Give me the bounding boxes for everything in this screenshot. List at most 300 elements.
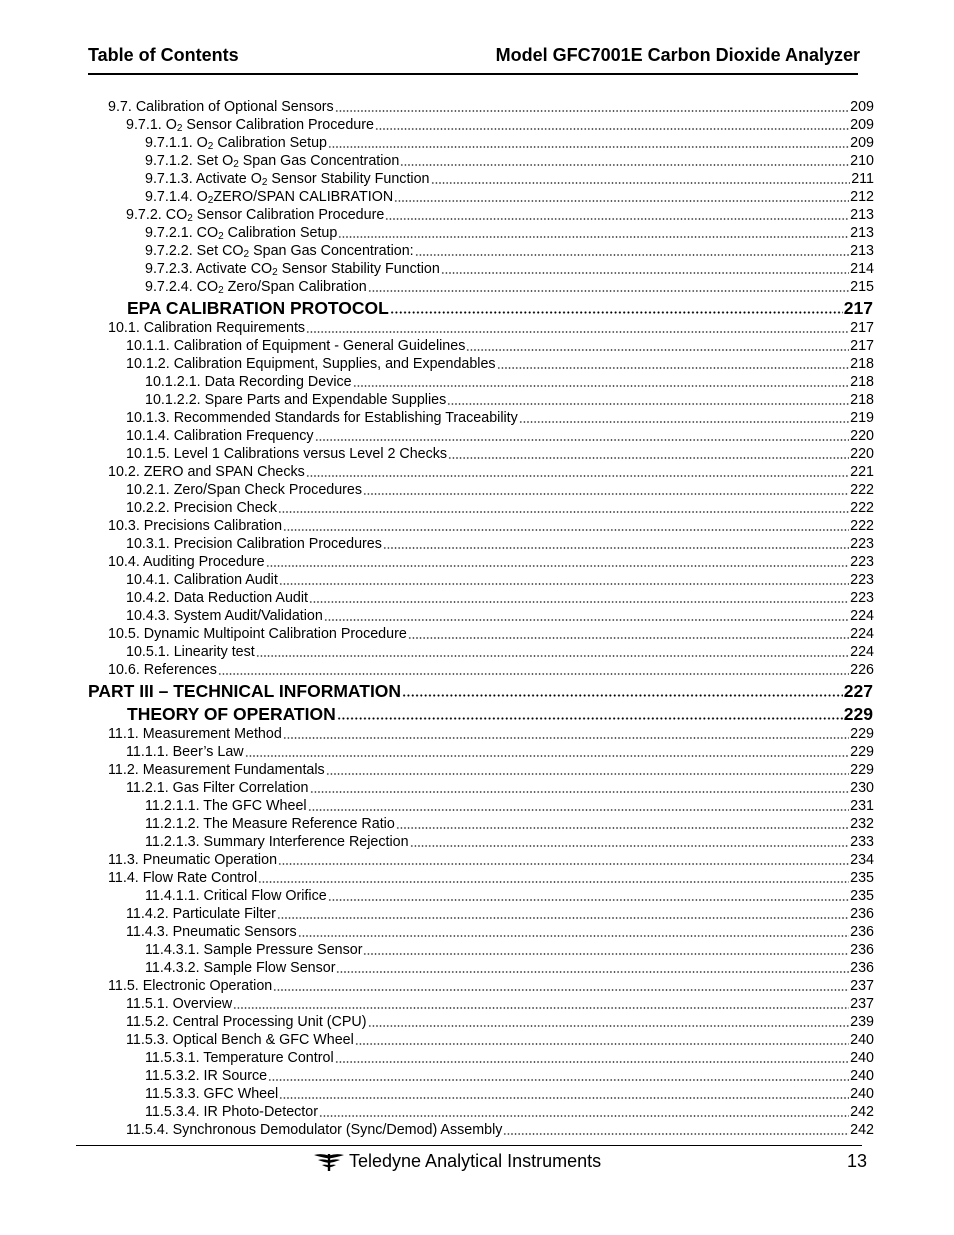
toc-page-number: 229	[843, 704, 873, 724]
toc-title-text: 9.7.1.3. Activate O	[145, 171, 262, 187]
dot-leader	[233, 1007, 849, 1009]
toc-page-number: 242	[850, 1104, 874, 1120]
toc-entry[interactable]	[0, 445, 954, 463]
toc-entry-title	[126, 1032, 354, 1049]
toc-entry-title	[145, 225, 337, 242]
dot-leader	[298, 935, 850, 937]
toc-page-number: 224	[850, 644, 874, 660]
header-section-title: Table of Contents	[88, 45, 239, 65]
toc-entry-title	[126, 644, 255, 661]
toc-entry-title	[126, 906, 276, 923]
dot-leader	[335, 110, 849, 112]
toc-entry[interactable]	[0, 409, 954, 427]
toc-title-text: 9.7.1.4. O	[145, 189, 208, 205]
toc-title-text: 2	[207, 195, 214, 206]
toc-page-number: 236	[850, 924, 874, 940]
dot-leader	[278, 863, 849, 865]
toc-title-text: 10.6. References	[108, 662, 217, 678]
toc-entry-title	[145, 279, 367, 296]
toc-entry[interactable]	[0, 607, 954, 625]
toc-page-number: 220	[850, 428, 874, 444]
toc-title-text: 10.1.1. Calibration of Equipment - General Guidelines	[126, 338, 466, 354]
toc-title-text: 11.4.3.2. Sample Flow Sensor	[145, 960, 336, 976]
dot-leader	[503, 1133, 849, 1135]
toc-title-text: 10.2.1. Zero/Span Check Procedures	[126, 482, 363, 498]
toc-entry[interactable]	[0, 643, 954, 661]
toc-title-text: 11.4.3.1. Sample Pressure Sensor	[145, 942, 363, 958]
toc-title-text: 9.7.2.4. CO	[145, 279, 219, 295]
toc-page-number: 218	[850, 374, 874, 390]
toc-title-text: 11.2.1.2. The Measure Reference Ratio	[145, 816, 395, 832]
toc-page-number: 217	[850, 338, 874, 354]
toc-entry-title	[108, 554, 265, 571]
dot-leader	[383, 547, 849, 549]
toc-page-number: 219	[850, 410, 874, 426]
toc-page-number: 236	[850, 906, 874, 922]
dot-leader	[309, 601, 849, 603]
toc-entry-title	[108, 726, 282, 743]
toc-title-text: Zero/Span Calibration	[223, 279, 367, 295]
toc-chapter-entry[interactable]	[0, 702, 954, 725]
dot-leader	[273, 989, 849, 991]
toc-entry[interactable]	[0, 761, 954, 779]
toc-entry[interactable]	[0, 1013, 954, 1031]
toc-page-number: 218	[850, 356, 874, 372]
toc-part-entry[interactable]	[0, 679, 954, 702]
toc-entry[interactable]	[0, 260, 954, 278]
toc-entry-title	[108, 870, 257, 887]
toc-entry[interactable]	[0, 797, 954, 815]
dot-leader	[385, 218, 849, 220]
toc-title-text: 10.1.2.2. Spare Parts and Expendable Supplies	[145, 392, 447, 408]
toc-title-text: 11.3. Pneumatic Operation	[108, 852, 278, 868]
toc-entry[interactable]	[0, 1031, 954, 1049]
toc-entry[interactable]	[0, 481, 954, 499]
dot-leader	[328, 899, 849, 901]
dot-leader	[390, 311, 843, 314]
toc-entry-title	[126, 500, 277, 517]
toc-title-text: Sensor Stability Function	[277, 261, 440, 277]
toc-title-text: 10.1. Calibration Requirements	[108, 320, 306, 336]
toc-page-number: 227	[843, 681, 873, 701]
footer-company-name: Teledyne Analytical Instruments	[349, 1151, 602, 1171]
dot-leader	[363, 953, 849, 955]
toc-entry-title	[126, 428, 314, 445]
toc-page-number: 215	[850, 279, 874, 295]
header-divider	[88, 73, 858, 75]
toc-entry-title	[145, 171, 430, 188]
toc-entry[interactable]	[0, 242, 954, 260]
teledyne-logo-icon	[312, 1152, 346, 1172]
toc-entry[interactable]	[0, 625, 954, 643]
toc-title-text: 10.5. Dynamic Multipoint Calibration Procedure	[108, 626, 407, 642]
dot-leader	[268, 1079, 849, 1081]
toc-title-text: 2	[272, 267, 278, 278]
toc-title-text: 10.4. Auditing Procedure	[108, 554, 265, 570]
dot-leader	[447, 403, 849, 405]
toc-entry[interactable]	[0, 337, 954, 355]
toc-entry-title	[126, 1122, 502, 1139]
toc-page-number: 237	[850, 996, 874, 1012]
dot-leader	[256, 655, 849, 657]
toc-page-number: 232	[850, 816, 874, 832]
toc-title-text: THEORY OF OPERATION	[127, 704, 336, 724]
toc-title-text: 2	[261, 177, 268, 188]
toc-title-text: 9.7.2.1. CO	[145, 225, 219, 241]
toc-page-number: 223	[850, 590, 874, 606]
page-header	[88, 44, 860, 68]
toc-title-text: 10.1.2. Calibration Equipment, Supplies, and Expendables	[126, 356, 496, 372]
toc-entry[interactable]	[0, 779, 954, 797]
dot-leader	[277, 917, 849, 919]
dot-leader	[441, 272, 849, 274]
toc-page-number: 212	[850, 189, 874, 205]
dot-leader	[402, 694, 843, 697]
toc-entry-title	[108, 320, 305, 337]
toc-entry[interactable]	[0, 869, 954, 887]
toc-page-number: 224	[850, 626, 874, 642]
toc-entry[interactable]	[0, 1085, 954, 1103]
toc-entry-title	[108, 662, 217, 679]
dot-leader	[415, 254, 850, 256]
toc-title-text: Span Gas Concentration	[238, 153, 400, 169]
toc-entry-title	[145, 1050, 334, 1067]
toc-title-text: 11.5.3. Optical Bench & GFC Wheel	[126, 1032, 354, 1048]
toc-title-text: 11.1.1. Beer’s Law	[126, 744, 244, 760]
toc-page-number: 213	[850, 225, 874, 241]
dot-leader	[394, 200, 849, 202]
toc-title-text: ZERO/SPAN CALIBRATION	[213, 189, 394, 205]
dot-leader	[368, 1025, 850, 1027]
toc-entry[interactable]	[0, 1067, 954, 1085]
toc-page-number: 230	[850, 780, 874, 796]
toc-title-text: 11.2.1.1. The GFC Wheel	[145, 798, 307, 814]
toc-title-text: 11.5.2. Central Processing Unit (CPU)	[126, 1014, 367, 1030]
toc-page-number: 218	[850, 392, 874, 408]
dot-leader	[396, 827, 849, 829]
toc-page-number: 214	[850, 261, 874, 277]
toc-entry-title	[126, 744, 244, 761]
toc-title-text: 10.3. Precisions Calibration	[108, 518, 283, 534]
toc-title-text: 2	[187, 213, 193, 224]
dot-leader	[408, 637, 849, 639]
toc-entry-title	[126, 482, 362, 499]
toc-page-number: 231	[850, 798, 874, 814]
toc-title-text: 9.7.2. CO	[126, 207, 188, 223]
toc-page-number: 223	[850, 572, 874, 588]
dot-leader	[315, 439, 850, 441]
toc-title-text: 10.1.5. Level 1 Calibrations versus Level 2 Checks	[126, 446, 448, 462]
dot-leader	[448, 457, 849, 459]
toc-page-number: 223	[850, 554, 874, 570]
toc-title-text: Sensor Calibration Procedure	[192, 207, 385, 223]
toc-title-text: 9.7.2.2. Set CO	[145, 243, 244, 259]
toc-page-number: 242	[850, 1122, 874, 1138]
dot-leader	[308, 809, 850, 811]
toc-entry[interactable]	[0, 571, 954, 589]
toc-page-number: 209	[850, 117, 874, 133]
toc-page-number: 229	[850, 726, 874, 742]
dot-leader	[258, 881, 849, 883]
toc-title-text: 11.5.3.4. IR Photo-Detector	[145, 1104, 318, 1120]
toc-title-text: 10.1.4. Calibration Frequency	[126, 428, 314, 444]
dot-leader	[319, 1115, 849, 1117]
toc-entry[interactable]	[0, 959, 954, 977]
toc-entry[interactable]	[0, 224, 954, 242]
toc-page-number: 223	[850, 536, 874, 552]
dot-leader	[375, 128, 849, 130]
toc-page-number: 226	[850, 662, 874, 678]
toc-entry[interactable]	[0, 725, 954, 743]
toc-page-number: 233	[850, 834, 874, 850]
dot-leader	[218, 673, 849, 675]
toc-title-text: 10.1.3. Recommended Standards for Establishing Traceability	[126, 410, 518, 426]
toc-title-text: 10.2.2. Precision Check	[126, 500, 277, 516]
toc-title-text: 11.4.2. Particulate Filter	[126, 906, 276, 922]
toc-entry-title	[145, 135, 327, 152]
dot-leader	[306, 475, 849, 477]
toc-title-text: EPA CALIBRATION PROTOCOL	[127, 298, 389, 318]
toc-entry[interactable]	[0, 499, 954, 517]
toc-entry-title	[108, 852, 277, 869]
toc-entry-title	[126, 117, 374, 134]
toc-page-number: 240	[850, 1068, 874, 1084]
toc-title-text: 11.4.1.1. Critical Flow Orifice	[145, 888, 327, 904]
dot-leader	[431, 182, 851, 184]
toc-entry[interactable]	[0, 427, 954, 445]
toc-entry[interactable]	[0, 319, 954, 337]
toc-entry[interactable]	[0, 373, 954, 391]
toc-entry-title	[126, 338, 465, 355]
toc-title-text: Sensor Calibration Procedure	[182, 117, 374, 133]
dot-leader	[335, 1061, 850, 1063]
toc-entry-title	[145, 834, 409, 851]
dot-leader	[283, 737, 849, 739]
toc-entry-title	[145, 1104, 318, 1121]
toc-entry[interactable]	[0, 1121, 954, 1139]
toc-page-number: 220	[850, 446, 874, 462]
toc-entry[interactable]	[0, 995, 954, 1013]
toc-title-text: 9.7.2.3. Activate CO	[145, 261, 273, 277]
toc-page-number: 235	[850, 870, 874, 886]
toc-title-text: 10.3.1. Precision Calibration Procedures	[126, 536, 382, 552]
toc-entry-title	[145, 153, 399, 170]
toc-entry[interactable]	[0, 553, 954, 571]
page-number: 13	[846, 1151, 867, 1171]
toc-entry-title	[88, 680, 401, 702]
toc-entry[interactable]	[0, 833, 954, 851]
toc-title-text: 10.5.1. Linearity test	[126, 644, 255, 660]
dot-leader	[245, 755, 850, 757]
toc-entry[interactable]	[0, 517, 954, 535]
dot-leader	[279, 583, 849, 585]
toc-page-number: 210	[850, 153, 874, 169]
dot-leader	[310, 791, 850, 793]
toc-page-number: 236	[850, 942, 874, 958]
toc-entry-title	[145, 942, 362, 959]
toc-entry-title	[126, 924, 297, 941]
toc-title-text: 9.7. Calibration of Optional Sensors	[108, 99, 334, 115]
toc-title-text: 2	[207, 141, 214, 152]
toc-entry-title	[108, 464, 305, 481]
toc-entry-title	[126, 446, 447, 463]
dot-leader	[326, 773, 849, 775]
dot-leader	[336, 971, 849, 973]
toc-entry[interactable]	[0, 815, 954, 833]
toc-entry[interactable]	[0, 206, 954, 224]
toc-entry[interactable]	[0, 743, 954, 761]
toc-entry-title	[108, 762, 325, 779]
toc-title-text: 11.5.3.1. Temperature Control	[145, 1050, 334, 1066]
toc-title-text: 9.7.1. O	[126, 117, 177, 133]
toc-entry[interactable]	[0, 188, 954, 206]
toc-entry[interactable]	[0, 851, 954, 869]
dot-leader	[337, 717, 843, 720]
toc-entry-title	[145, 392, 446, 409]
toc-entry[interactable]	[0, 1049, 954, 1067]
toc-entry-title	[126, 207, 384, 224]
dot-leader	[519, 421, 849, 423]
toc-entry-title	[145, 261, 440, 278]
toc-entry-title	[145, 1068, 267, 1085]
dot-leader	[279, 1097, 849, 1099]
toc-page-number: 221	[850, 464, 874, 480]
dot-leader	[355, 1043, 849, 1045]
toc-entry-title	[145, 374, 352, 391]
toc-title-text: 11.5.3.3. GFC Wheel	[145, 1086, 279, 1102]
toc-chapter-entry[interactable]	[0, 296, 954, 319]
toc-page-number: 209	[850, 99, 874, 115]
toc-entry[interactable]	[0, 1103, 954, 1121]
toc-page-number: 209	[850, 135, 874, 151]
dot-leader	[466, 349, 849, 351]
toc-entry-title	[126, 536, 382, 553]
toc-page-number: 213	[850, 243, 874, 259]
dot-leader	[368, 290, 849, 292]
toc-entry-title	[126, 590, 308, 607]
toc-title-text: 2	[218, 231, 224, 242]
toc-entry-title	[126, 410, 518, 427]
dot-leader	[497, 367, 850, 369]
toc-entry-title	[145, 1086, 278, 1103]
toc-entry-title	[145, 243, 414, 260]
toc-entry[interactable]	[0, 923, 954, 941]
toc-entry-title	[145, 888, 327, 905]
dot-leader	[328, 146, 849, 148]
toc-entry[interactable]	[0, 887, 954, 905]
toc-page-number: 240	[850, 1086, 874, 1102]
toc-title-text: 10.1.2.1. Data Recording Device	[145, 374, 352, 390]
toc-page-number: 217	[850, 320, 874, 336]
footer-divider	[76, 1145, 862, 1146]
toc-entry-title	[145, 816, 395, 833]
toc-title-text: 11.1. Measurement Method	[108, 726, 282, 742]
toc-page-number: 211	[851, 171, 874, 187]
table-of-contents	[0, 98, 954, 1139]
toc-page-number: 222	[850, 518, 874, 534]
dot-leader	[353, 385, 850, 387]
toc-entry[interactable]	[0, 152, 954, 170]
toc-title-text: PART III – TECHNICAL INFORMATION	[88, 681, 402, 701]
page-footer	[0, 1150, 954, 1174]
toc-entry-title	[126, 780, 309, 797]
toc-entry-title	[145, 798, 307, 815]
toc-entry[interactable]	[0, 535, 954, 553]
toc-page-number: 240	[850, 1032, 874, 1048]
toc-title-text: 2	[218, 285, 224, 296]
toc-entry[interactable]	[0, 391, 954, 409]
toc-page-number: 229	[850, 762, 874, 778]
toc-entry[interactable]	[0, 941, 954, 959]
toc-title-text: 10.4.3. System Audit/Validation	[126, 608, 323, 624]
toc-entry-title	[108, 99, 334, 116]
toc-entry-title	[127, 703, 336, 725]
toc-entry-title	[126, 572, 278, 589]
dot-leader	[283, 529, 849, 531]
toc-entry-title	[126, 608, 323, 625]
toc-title-text: 11.5.1. Overview	[126, 996, 233, 1012]
toc-title-text: Span Gas Concentration:	[249, 243, 414, 259]
toc-title-text: 9.7.1.2. Set O	[145, 153, 234, 169]
toc-title-text: 10.4.2. Data Reduction Audit	[126, 590, 309, 606]
header-document-title: Model GFC7001E Carbon Dioxide Analyzer	[495, 45, 860, 65]
toc-title-text: Calibration Setup	[213, 135, 328, 151]
toc-title-text: 11.2.1.3. Summary Interference Rejection	[145, 834, 409, 850]
toc-entry-title	[108, 978, 272, 995]
toc-title-text: 11.5. Electronic Operation	[108, 978, 273, 994]
toc-entry[interactable]	[0, 98, 954, 116]
toc-entry-title	[127, 297, 389, 319]
toc-page-number: 213	[850, 207, 874, 223]
dot-leader	[306, 331, 849, 333]
toc-page-number: 237	[850, 978, 874, 994]
toc-page-number: 217	[843, 298, 873, 318]
toc-entry-title	[126, 356, 496, 373]
toc-entry-title	[145, 960, 335, 977]
toc-title-text: 10.4.1. Calibration Audit	[126, 572, 278, 588]
toc-title-text: 11.2. Measurement Fundamentals	[108, 762, 325, 778]
toc-entry[interactable]	[0, 116, 954, 134]
toc-page-number: 236	[850, 960, 874, 976]
toc-title-text: Sensor Stability Function	[267, 171, 430, 187]
toc-page-number: 235	[850, 888, 874, 904]
toc-page-number: 240	[850, 1050, 874, 1066]
toc-entry-title	[126, 1014, 367, 1031]
dot-leader	[400, 164, 849, 166]
toc-entry[interactable]	[0, 589, 954, 607]
toc-entry[interactable]	[0, 463, 954, 481]
toc-entry[interactable]	[0, 355, 954, 373]
toc-page-number: 234	[850, 852, 874, 868]
toc-entry-title	[145, 189, 393, 206]
dot-leader	[266, 565, 850, 567]
toc-title-text: Calibration Setup	[223, 225, 338, 241]
toc-entry-title	[126, 996, 232, 1013]
toc-entry-title	[108, 518, 282, 535]
toc-title-text: 11.5.4. Synchronous Demodulator (Sync/Demod) Assembly	[126, 1122, 503, 1138]
toc-title-text: 9.7.1.1. O	[145, 135, 208, 151]
toc-title-text: 11.5.3.2. IR Source	[145, 1068, 268, 1084]
toc-entry[interactable]	[0, 170, 954, 188]
toc-entry[interactable]	[0, 977, 954, 995]
toc-entry[interactable]	[0, 661, 954, 679]
toc-entry[interactable]	[0, 278, 954, 296]
dot-leader	[278, 511, 849, 513]
toc-entry[interactable]	[0, 134, 954, 152]
toc-title-text: 2	[176, 123, 183, 134]
toc-entry[interactable]	[0, 905, 954, 923]
dot-leader	[338, 236, 849, 238]
